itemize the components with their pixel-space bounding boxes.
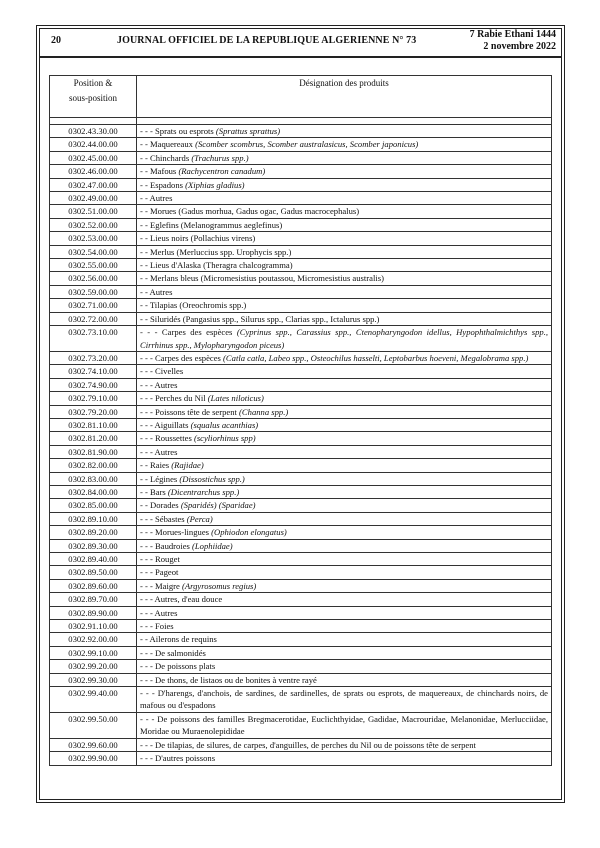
table-row [50, 539, 552, 552]
position-code: 0302.53.00.00 [50, 232, 137, 245]
table-row [50, 138, 552, 151]
position-code: 0302.84.00.00 [50, 485, 137, 498]
position-code: 0302.92.00.00 [50, 633, 137, 646]
designation-text: - - Chinchards [140, 152, 192, 163]
scientific-name: (Catla catla, Labeo spp., Osteochilus hasselti, Leptobarbus hoeveni, Megalobrama spp.) [223, 352, 529, 363]
position-code: 0302.82.00.00 [50, 459, 137, 472]
products-table [49, 75, 552, 766]
product-designation [137, 418, 552, 431]
position-code: 0302.89.70.00 [50, 593, 137, 606]
product-designation [137, 712, 552, 738]
product-designation [137, 512, 552, 525]
product-designation [137, 378, 552, 391]
table-row [50, 593, 552, 606]
date-gregorian: 2 novembre 2022 [483, 41, 556, 52]
position-code: 0302.89.50.00 [50, 566, 137, 579]
table-row [50, 232, 552, 245]
designation-text: - - - Rouget [140, 554, 180, 564]
page-number: 20 [51, 35, 61, 46]
designation-text: - - - Sprats ou esprots [140, 126, 216, 136]
position-code: 0302.72.00.00 [50, 312, 137, 325]
table-row [50, 526, 552, 539]
scientific-name: (Cyprinus spp., Carassius spp., Ctenopharyngodon idellus, Hypophthalmichthys spp., Cirrhinus spp., Mylopharyngodon piceus) [140, 327, 548, 350]
position-code: 0302.73.10.00 [50, 326, 137, 352]
product-designation [137, 272, 552, 285]
table-row [50, 646, 552, 659]
designation-text: - - - Autres [140, 379, 178, 390]
product-designation [137, 566, 552, 579]
product-designation [137, 285, 552, 298]
product-designation [137, 205, 552, 218]
designation-text: - - - Maigre [140, 580, 182, 591]
scientific-name: (Lophiidae) [192, 540, 233, 551]
scientific-name: (Sparidés) (Sparidae) [180, 500, 256, 511]
position-code: 0302.99.30.00 [50, 673, 137, 686]
position-code: 0302.81.20.00 [50, 432, 137, 445]
table-row [50, 312, 552, 325]
scientific-name: (squalus acanthias) [190, 419, 259, 430]
table-row [50, 472, 552, 485]
scientific-name: (scyliorhinus spp) [193, 433, 256, 444]
designation-text: - - Merlus (Merluccius spp. Urophycis spp.) [140, 246, 292, 257]
product-designation [137, 526, 552, 539]
table-row [50, 392, 552, 405]
table-row [50, 432, 552, 445]
date-hijri: 7 Rabie Ethani 1444 [469, 29, 556, 40]
product-designation [137, 326, 552, 352]
designation-text: - - Ailerons de requins [140, 634, 217, 645]
designation-text: - - - Poissons tête de serpent [140, 406, 240, 417]
product-designation [137, 432, 552, 445]
position-code: 0302.89.30.00 [50, 539, 137, 552]
position-code: 0302.99.10.00 [50, 646, 137, 659]
table-row [50, 512, 552, 525]
position-code: 0302.99.40.00 [50, 687, 137, 713]
position-code: 0302.45.00.00 [50, 151, 137, 164]
designation-text: - - - Sébastes [140, 513, 187, 524]
designation-text: - - - Civelles [140, 366, 184, 377]
product-designation [137, 459, 552, 472]
position-code: 0302.59.00.00 [50, 285, 137, 298]
position-code: 0302.79.20.00 [50, 405, 137, 418]
table-row [50, 418, 552, 431]
designation-text: - - Mafous [140, 166, 179, 177]
position-code: 0302.49.00.00 [50, 192, 137, 205]
designation-text: - - - Baudroies [140, 540, 193, 551]
designation-text: - - - Morues-lingues [140, 527, 212, 538]
designation-text: - - Eglefins (Melanogrammus aeglefinus) [140, 219, 283, 230]
designation-text: - - Bars [140, 486, 168, 497]
product-designation [137, 151, 552, 164]
position-code: 0302.99.50.00 [50, 712, 137, 738]
product-designation [137, 633, 552, 646]
designation-text: - - Morues (Gadus morhua, Gadus ogac, Gadus macrocephalus) [140, 206, 360, 217]
table-body [50, 125, 552, 766]
table-row [50, 245, 552, 258]
designation-text: - - - Carpes des espèces [140, 352, 224, 363]
table-row [50, 299, 552, 312]
product-designation [137, 392, 552, 405]
position-code: 0302.74.90.00 [50, 378, 137, 391]
position-code: 0302.44.00.00 [50, 138, 137, 151]
product-designation [137, 218, 552, 231]
designation-text: - - - Perches du Nil [140, 393, 208, 404]
table-row [50, 606, 552, 619]
scientific-name: (Rachycentron canadum) [178, 166, 266, 177]
position-code: 0302.79.10.00 [50, 392, 137, 405]
product-designation [137, 405, 552, 418]
product-designation [137, 259, 552, 272]
table-row [50, 459, 552, 472]
designation-text: - - - Autres, d'eau douce [140, 594, 223, 605]
position-code: 0302.55.00.00 [50, 259, 137, 272]
product-designation [137, 351, 552, 364]
position-code: 0302.91.10.00 [50, 620, 137, 633]
scientific-name: (Xiphias gladius) [185, 179, 245, 190]
position-code: 0302.56.00.00 [50, 272, 137, 285]
position-code: 0302.71.00.00 [50, 299, 137, 312]
table-row [50, 285, 552, 298]
table-row [50, 633, 552, 646]
position-code: 0302.99.20.00 [50, 660, 137, 673]
table-row [50, 499, 552, 512]
table-row [50, 673, 552, 686]
table-row [50, 178, 552, 191]
designation-text: - - - Foies [140, 621, 174, 632]
product-designation [137, 445, 552, 458]
position-code: 0302.89.10.00 [50, 512, 137, 525]
table-row [50, 378, 552, 391]
product-designation [137, 245, 552, 258]
product-designation [137, 485, 552, 498]
scientific-name: (Dicentrarchus spp.) [167, 486, 240, 497]
product-designation [137, 125, 552, 138]
table-row [50, 752, 552, 765]
designation-text: - - - D'autres poissons [140, 753, 216, 764]
table-row [50, 259, 552, 272]
position-code: 0302.89.60.00 [50, 579, 137, 592]
table-row [50, 553, 552, 566]
table-row [50, 151, 552, 164]
header-gap-row [50, 118, 552, 125]
designation-text: - - Tilapias (Oreochromis spp.) [140, 300, 247, 311]
designation-text: - - Raies [140, 460, 172, 471]
position-code: 0302.46.00.00 [50, 165, 137, 178]
scientific-name: (Argyrosomus regius) [182, 580, 257, 591]
product-designation [137, 553, 552, 566]
designation-text: - - Autres [140, 193, 173, 204]
product-designation [137, 606, 552, 619]
position-code: 0302.99.60.00 [50, 738, 137, 751]
designation-text: - - Lieus noirs (Pollachius virens) [140, 233, 256, 244]
scientific-name: (Ophiodon elongatus) [211, 527, 287, 538]
designation-text: - - Maquereaux [140, 139, 196, 150]
product-designation [137, 165, 552, 178]
table-row [50, 566, 552, 579]
table-row [50, 712, 552, 738]
position-code: 0302.47.00.00 [50, 178, 137, 191]
designation-text: - - - De tilapias, de silures, de carpes, d'anguilles, de perches du Nil ou de poissons tête de serpent [140, 739, 476, 750]
designation-text: - - Légines [140, 473, 180, 484]
position-code: 0302.89.20.00 [50, 526, 137, 539]
position-code: 0302.85.00.00 [50, 499, 137, 512]
position-code: 0302.43.30.00 [50, 125, 137, 138]
product-designation [137, 539, 552, 552]
table-row [50, 738, 552, 751]
product-designation [137, 192, 552, 205]
col-designation-header: Désignation des produits [137, 76, 552, 118]
designation-text: - - - Autres [140, 607, 178, 618]
table-row [50, 485, 552, 498]
position-code: 0302.73.20.00 [50, 351, 137, 364]
position-code: 0302.99.90.00 [50, 752, 137, 765]
product-designation [137, 593, 552, 606]
designation-text: - - Merlans bleus (Micromesistius poutassou, Micromesistius australis) [140, 273, 384, 284]
position-code: 0302.81.10.00 [50, 418, 137, 431]
designation-text: - - - D'harengs, d'anchois, de sardines, de sardinelles, de sprats ou esprots, de maquereaux, de chinchards noirs, de mafous ou d'espadons [140, 688, 548, 711]
designation-text: - - - De poissons des familles Bregmacerotidae, Euclichthyidae, Gadidae, Macrouridae, Melanonidae, Merlucciidae, Moridae ou Muraenolepididae [140, 713, 548, 737]
position-code: 0302.54.00.00 [50, 245, 137, 258]
scientific-name: (Rajidae) [171, 460, 204, 471]
designation-text: - - - De salmonidés [140, 647, 206, 658]
product-designation [137, 687, 552, 713]
scientific-name: (Dissostichus spp.) [179, 473, 245, 484]
position-code: 0302.51.00.00 [50, 205, 137, 218]
designation-text: - - - Pageot [140, 567, 179, 578]
scientific-name: (Channa spp.) [239, 406, 289, 417]
position-code: 0302.52.00.00 [50, 218, 137, 231]
product-designation [137, 738, 552, 751]
product-designation [137, 499, 552, 512]
product-designation [137, 312, 552, 325]
table-row [50, 218, 552, 231]
scientific-name: (Scomber scombrus, Scomber australasicus, Scomber japonicus) [195, 139, 419, 150]
product-designation [137, 365, 552, 378]
table-row [50, 660, 552, 673]
designation-text: - - Autres [140, 286, 173, 297]
designation-text: - - - Autres [140, 446, 178, 457]
table-row [50, 620, 552, 633]
position-code: 0302.83.00.00 [50, 472, 137, 485]
scientific-name: (Trachurus spp.) [191, 152, 249, 163]
col-position-header: Position & sous-position [50, 76, 137, 118]
position-code: 0302.74.10.00 [50, 365, 137, 378]
table-header-row [50, 76, 552, 118]
designation-text: - - - De thons, de listaos ou de bonites à ventre rayé [140, 674, 317, 685]
product-designation [137, 299, 552, 312]
page-header [39, 28, 562, 58]
designation-text: - - Siluridés (Pangasius spp., Silurus spp., Clarias spp., Ictalurus spp.) [140, 313, 380, 324]
designation-text: - - - De poissons plats [140, 661, 216, 672]
product-designation [137, 620, 552, 633]
product-designation [137, 178, 552, 191]
table-row [50, 445, 552, 458]
product-designation [137, 579, 552, 592]
table-row [50, 687, 552, 713]
designation-text: - - - Roussettes [140, 433, 194, 444]
table-row [50, 165, 552, 178]
designation-text: - - Lieus d'Alaska (Theragra chalcogramma) [140, 260, 293, 271]
scientific-name: (Lates niloticus) [207, 393, 264, 404]
table-row [50, 125, 552, 138]
scientific-name: (Perca) [186, 513, 213, 524]
table-row [50, 205, 552, 218]
issue-date [470, 29, 556, 53]
scientific-name: (Sprattus sprattus) [215, 126, 281, 136]
product-designation [137, 646, 552, 659]
designation-text: - - Dorades [140, 500, 181, 511]
product-designation [137, 752, 552, 765]
table-row [50, 326, 552, 352]
table-row [50, 579, 552, 592]
table-row [50, 272, 552, 285]
journal-title: JOURNAL OFFICIEL DE LA REPUBLIQUE ALGERIENNE N° 73 [117, 35, 417, 46]
designation-text: - - - Aiguillats [140, 419, 191, 430]
product-designation [137, 138, 552, 151]
table-row [50, 405, 552, 418]
table-row [50, 192, 552, 205]
designation-text: - - - Carpes des espèces [140, 327, 237, 338]
product-designation [137, 673, 552, 686]
product-designation [137, 660, 552, 673]
position-code: 0302.89.40.00 [50, 553, 137, 566]
table-row [50, 351, 552, 364]
table-row [50, 365, 552, 378]
designation-text: - - Espadons [140, 179, 186, 190]
position-code: 0302.89.90.00 [50, 606, 137, 619]
product-designation [137, 472, 552, 485]
product-designation [137, 232, 552, 245]
position-code: 0302.81.90.00 [50, 445, 137, 458]
